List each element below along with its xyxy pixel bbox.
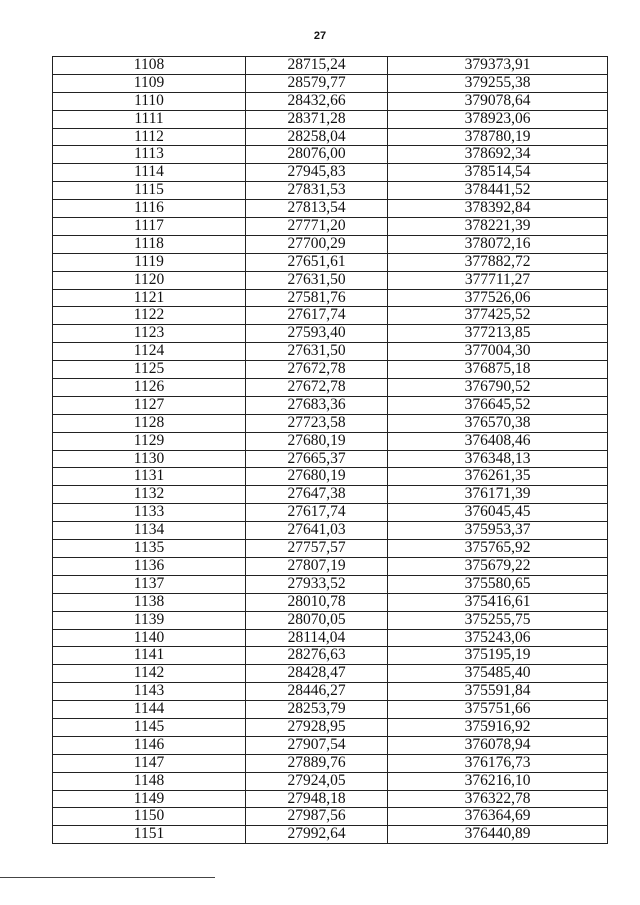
table-row: [53, 736, 608, 754]
y-coordinate-cell: 375255,75: [388, 611, 608, 629]
table-row: [53, 57, 608, 75]
table-row: [53, 218, 608, 236]
point-number-cell: 1128: [53, 414, 246, 432]
y-coordinate-cell: 375765,92: [388, 540, 608, 558]
y-coordinate-cell: 375953,37: [388, 522, 608, 540]
x-coordinate-cell: 27617,74: [246, 504, 388, 522]
table-row: [53, 235, 608, 253]
x-coordinate-cell: 28076,00: [246, 146, 388, 164]
y-coordinate-cell: 377213,85: [388, 325, 608, 343]
x-coordinate-cell: 28253,79: [246, 701, 388, 719]
x-coordinate-cell: 28428,47: [246, 665, 388, 683]
point-number-cell: 1136: [53, 557, 246, 575]
point-number-cell: 1141: [53, 647, 246, 665]
point-number-cell: 1117: [53, 218, 246, 236]
y-coordinate-cell: 376216,10: [388, 772, 608, 790]
point-number-cell: 1137: [53, 575, 246, 593]
table-row: [53, 826, 608, 844]
y-coordinate-cell: 377882,72: [388, 253, 608, 271]
x-coordinate-cell: 27924,05: [246, 772, 388, 790]
x-coordinate-cell: 28432,66: [246, 92, 388, 110]
point-number-cell: 1142: [53, 665, 246, 683]
x-coordinate-cell: 27757,57: [246, 540, 388, 558]
point-number-cell: 1143: [53, 683, 246, 701]
x-coordinate-cell: 27672,78: [246, 361, 388, 379]
x-coordinate-cell: 28010,78: [246, 593, 388, 611]
table-row: [53, 629, 608, 647]
table-row: [53, 92, 608, 110]
point-number-cell: 1145: [53, 718, 246, 736]
x-coordinate-cell: 27700,29: [246, 235, 388, 253]
point-number-cell: 1118: [53, 235, 246, 253]
y-coordinate-cell: 375580,65: [388, 575, 608, 593]
x-coordinate-cell: 27593,40: [246, 325, 388, 343]
point-number-cell: 1139: [53, 611, 246, 629]
y-coordinate-cell: 376078,94: [388, 736, 608, 754]
x-coordinate-cell: 28070,05: [246, 611, 388, 629]
y-coordinate-cell: 378221,39: [388, 218, 608, 236]
y-coordinate-cell: 376261,35: [388, 468, 608, 486]
x-coordinate-cell: 27948,18: [246, 790, 388, 808]
table-row: [53, 361, 608, 379]
y-coordinate-cell: 378392,84: [388, 200, 608, 218]
y-coordinate-cell: 377004,30: [388, 343, 608, 361]
point-number-cell: 1135: [53, 540, 246, 558]
point-number-cell: 1111: [53, 110, 246, 128]
y-coordinate-cell: 379078,64: [388, 92, 608, 110]
point-number-cell: 1113: [53, 146, 246, 164]
x-coordinate-cell: 27631,50: [246, 343, 388, 361]
x-coordinate-cell: 27945,83: [246, 164, 388, 182]
point-number-cell: 1114: [53, 164, 246, 182]
x-coordinate-cell: 27665,37: [246, 450, 388, 468]
x-coordinate-cell: 27813,54: [246, 200, 388, 218]
y-coordinate-cell: 376645,52: [388, 396, 608, 414]
table-row: [53, 200, 608, 218]
x-coordinate-cell: 28114,04: [246, 629, 388, 647]
point-number-cell: 1109: [53, 74, 246, 92]
point-number-cell: 1150: [53, 808, 246, 826]
table-row: [53, 253, 608, 271]
table-row: [53, 182, 608, 200]
y-coordinate-cell: 376570,38: [388, 414, 608, 432]
y-coordinate-cell: 376408,46: [388, 432, 608, 450]
y-coordinate-cell: 378072,16: [388, 235, 608, 253]
y-coordinate-cell: 376364,69: [388, 808, 608, 826]
table-row: [53, 772, 608, 790]
x-coordinate-cell: 27631,50: [246, 271, 388, 289]
table-row: [53, 718, 608, 736]
point-number-cell: 1120: [53, 271, 246, 289]
point-number-cell: 1144: [53, 701, 246, 719]
y-coordinate-cell: 376171,39: [388, 486, 608, 504]
table-row: [53, 754, 608, 772]
y-coordinate-cell: 375416,61: [388, 593, 608, 611]
page-number: 27: [313, 30, 327, 42]
x-coordinate-cell: 27647,38: [246, 486, 388, 504]
table-row: [53, 379, 608, 397]
y-coordinate-cell: 377425,52: [388, 307, 608, 325]
x-coordinate-cell: 27771,20: [246, 218, 388, 236]
y-coordinate-cell: 378514,54: [388, 164, 608, 182]
point-number-cell: 1110: [53, 92, 246, 110]
point-number-cell: 1125: [53, 361, 246, 379]
y-coordinate-cell: 379255,38: [388, 74, 608, 92]
point-number-cell: 1121: [53, 289, 246, 307]
x-coordinate-cell: 28258,04: [246, 128, 388, 146]
point-number-cell: 1140: [53, 629, 246, 647]
table-row: [53, 325, 608, 343]
y-coordinate-cell: 375679,22: [388, 557, 608, 575]
y-coordinate-cell: 377526,06: [388, 289, 608, 307]
x-coordinate-cell: 28371,28: [246, 110, 388, 128]
x-coordinate-cell: 27928,95: [246, 718, 388, 736]
point-number-cell: 1146: [53, 736, 246, 754]
table-row: [53, 468, 608, 486]
x-coordinate-cell: 27723,58: [246, 414, 388, 432]
table-body: [53, 57, 608, 844]
point-number-cell: 1108: [53, 57, 246, 75]
table-row: [53, 522, 608, 540]
table-row: [53, 396, 608, 414]
table-row: [53, 808, 608, 826]
point-number-cell: 1123: [53, 325, 246, 343]
y-coordinate-cell: 377711,27: [388, 271, 608, 289]
y-coordinate-cell: 376322,78: [388, 790, 608, 808]
point-number-cell: 1112: [53, 128, 246, 146]
y-coordinate-cell: 378692,34: [388, 146, 608, 164]
table-row: [53, 146, 608, 164]
y-coordinate-cell: 378923,06: [388, 110, 608, 128]
y-coordinate-cell: 375243,06: [388, 629, 608, 647]
x-coordinate-cell: 28446,27: [246, 683, 388, 701]
y-coordinate-cell: 375485,40: [388, 665, 608, 683]
x-coordinate-cell: 27807,19: [246, 557, 388, 575]
x-coordinate-cell: 27831,53: [246, 182, 388, 200]
table-row: [53, 486, 608, 504]
point-number-cell: 1124: [53, 343, 246, 361]
y-coordinate-cell: 375591,84: [388, 683, 608, 701]
point-number-cell: 1127: [53, 396, 246, 414]
table-row: [53, 307, 608, 325]
y-coordinate-cell: 375195,19: [388, 647, 608, 665]
table-row: [53, 432, 608, 450]
table-row: [53, 557, 608, 575]
point-number-cell: 1130: [53, 450, 246, 468]
table-row: [53, 289, 608, 307]
x-coordinate-cell: 28579,77: [246, 74, 388, 92]
x-coordinate-cell: 27992,64: [246, 826, 388, 844]
x-coordinate-cell: 27581,76: [246, 289, 388, 307]
point-number-cell: 1119: [53, 253, 246, 271]
x-coordinate-cell: 27651,61: [246, 253, 388, 271]
y-coordinate-cell: 375751,66: [388, 701, 608, 719]
point-number-cell: 1148: [53, 772, 246, 790]
x-coordinate-cell: 27683,36: [246, 396, 388, 414]
table-row: [53, 504, 608, 522]
table-row: [53, 665, 608, 683]
x-coordinate-cell: 27641,03: [246, 522, 388, 540]
y-coordinate-cell: 376176,73: [388, 754, 608, 772]
table-row: [53, 164, 608, 182]
x-coordinate-cell: 27680,19: [246, 432, 388, 450]
x-coordinate-cell: 28715,24: [246, 57, 388, 75]
table-row: [53, 683, 608, 701]
x-coordinate-cell: 27617,74: [246, 307, 388, 325]
point-number-cell: 1134: [53, 522, 246, 540]
table-row: [53, 414, 608, 432]
y-coordinate-cell: 376790,52: [388, 379, 608, 397]
y-coordinate-cell: 375916,92: [388, 718, 608, 736]
point-number-cell: 1133: [53, 504, 246, 522]
x-coordinate-cell: 28276,63: [246, 647, 388, 665]
y-coordinate-cell: 378780,19: [388, 128, 608, 146]
point-number-cell: 1151: [53, 826, 246, 844]
table-row: [53, 110, 608, 128]
table-row: [53, 647, 608, 665]
y-coordinate-cell: 376348,13: [388, 450, 608, 468]
point-number-cell: 1149: [53, 790, 246, 808]
point-number-cell: 1115: [53, 182, 246, 200]
x-coordinate-cell: 27889,76: [246, 754, 388, 772]
table-row: [53, 271, 608, 289]
table-row: [53, 593, 608, 611]
footnote-divider: [0, 877, 215, 878]
point-number-cell: 1147: [53, 754, 246, 772]
x-coordinate-cell: 27933,52: [246, 575, 388, 593]
table-row: [53, 575, 608, 593]
coordinates-table: [52, 56, 608, 844]
y-coordinate-cell: 378441,52: [388, 182, 608, 200]
point-number-cell: 1138: [53, 593, 246, 611]
table-row: [53, 790, 608, 808]
table-row: [53, 701, 608, 719]
point-number-cell: 1126: [53, 379, 246, 397]
table-row: [53, 450, 608, 468]
table-row: [53, 611, 608, 629]
y-coordinate-cell: 376440,89: [388, 826, 608, 844]
y-coordinate-cell: 376045,45: [388, 504, 608, 522]
point-number-cell: 1116: [53, 200, 246, 218]
x-coordinate-cell: 27987,56: [246, 808, 388, 826]
y-coordinate-cell: 376875,18: [388, 361, 608, 379]
table-row: [53, 540, 608, 558]
y-coordinate-cell: 379373,91: [388, 57, 608, 75]
x-coordinate-cell: 27672,78: [246, 379, 388, 397]
point-number-cell: 1122: [53, 307, 246, 325]
table-row: [53, 343, 608, 361]
x-coordinate-cell: 27680,19: [246, 468, 388, 486]
point-number-cell: 1131: [53, 468, 246, 486]
table-row: [53, 74, 608, 92]
table-row: [53, 128, 608, 146]
point-number-cell: 1129: [53, 432, 246, 450]
point-number-cell: 1132: [53, 486, 246, 504]
x-coordinate-cell: 27907,54: [246, 736, 388, 754]
